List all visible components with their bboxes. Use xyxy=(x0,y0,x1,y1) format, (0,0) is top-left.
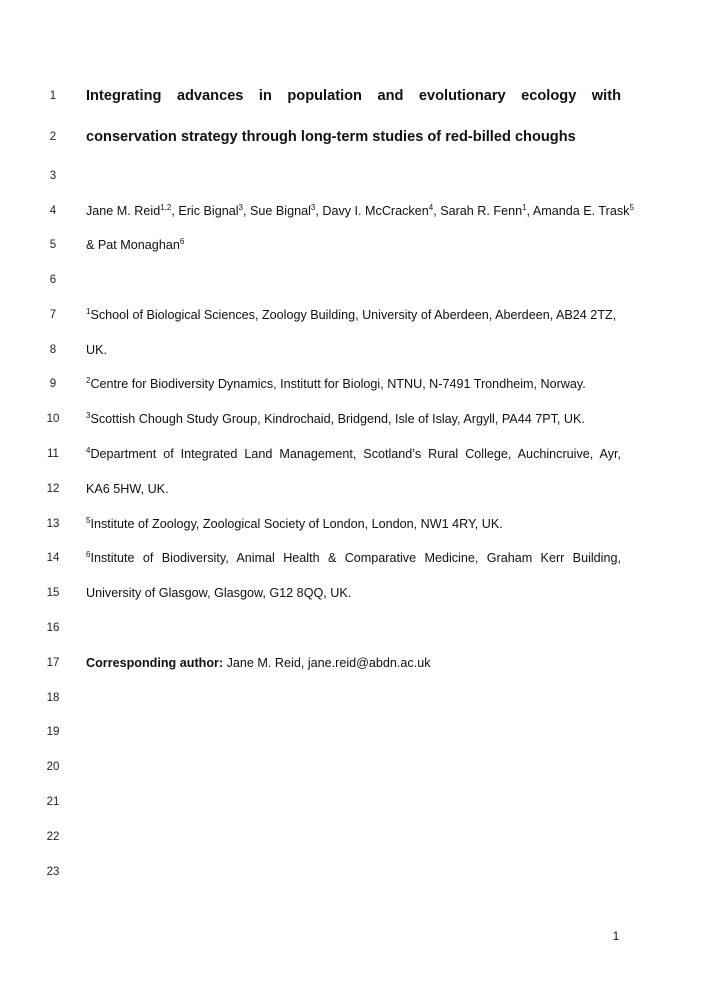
manuscript-line-10 xyxy=(0,409,707,429)
affiliation-text: Department of Integrated Land Management, Scotland’s Rural College, Auchincruive, Ayr, xyxy=(90,447,621,461)
manuscript-line-17 xyxy=(0,653,707,673)
affiliation-sup: 2 xyxy=(86,376,91,385)
manuscript-line-6 xyxy=(0,270,707,290)
affiliation-sup: 6 xyxy=(86,550,91,559)
manuscript-line-19 xyxy=(0,722,707,742)
manuscript-line-8 xyxy=(0,340,707,360)
line-number: 20 xyxy=(46,761,60,773)
affiliation-text: School of Biological Sciences, Zoology Building, University of Aberdeen, Aberdeen, AB24 2TZ, xyxy=(90,308,617,322)
author-affiliation-sup: 5 xyxy=(629,203,634,212)
author-name: Eric Bignal xyxy=(178,204,239,218)
corresponding-author-text: Jane M. Reid, jane.reid@abdn.ac.uk xyxy=(223,656,431,670)
author-affiliation-sup: 6 xyxy=(179,237,185,246)
affiliation-6 xyxy=(86,548,621,568)
line-number: 11 xyxy=(47,448,59,460)
affiliation-1 xyxy=(86,305,621,325)
affiliation-1-continued: UK. xyxy=(86,343,107,357)
manuscript-line-13 xyxy=(0,514,707,534)
affiliation-text: Centre for Biodiversity Dynamics, Institutt for Biologi, NTNU, N-7491 Trondheim, Norway. xyxy=(90,377,586,391)
line-number: 10 xyxy=(46,413,60,425)
manuscript-line-21 xyxy=(0,792,707,812)
manuscript-line-11 xyxy=(0,444,707,464)
affiliation-sup: 4 xyxy=(86,446,91,455)
affiliation-2 xyxy=(86,374,621,394)
line-number: 16 xyxy=(46,622,60,634)
author-affiliation-sup: 3 xyxy=(310,203,316,212)
line-number: 9 xyxy=(49,378,57,390)
manuscript-line-18 xyxy=(0,688,707,708)
line-number: 6 xyxy=(49,274,57,286)
line-number: 18 xyxy=(46,692,60,704)
corresponding-author xyxy=(86,653,621,673)
manuscript-line-14 xyxy=(0,548,707,568)
affiliation-3 xyxy=(86,409,621,429)
affiliation-6-continued: University of Glasgow, Glasgow, G12 8QQ, UK. xyxy=(86,586,352,600)
manuscript-line-1 xyxy=(0,86,707,106)
line-number: 7 xyxy=(49,309,57,321)
author-list-continued xyxy=(86,235,621,255)
line-number: 15 xyxy=(46,587,60,599)
affiliation-5 xyxy=(86,514,621,534)
manuscript-line-3 xyxy=(0,166,707,186)
manuscript-line-12 xyxy=(0,479,707,499)
title-line-2: conservation strategy through long-term studies of red-billed choughs xyxy=(86,129,576,145)
line-number: 8 xyxy=(49,344,57,356)
line-number: 17 xyxy=(46,657,60,669)
affiliation-4-continued: KA6 5HW, UK. xyxy=(86,482,169,496)
author-name: Davy I. McCracken xyxy=(322,204,429,218)
affiliation-4 xyxy=(86,444,621,464)
line-number: 1 xyxy=(49,90,57,102)
manuscript-line-9 xyxy=(0,374,707,394)
manuscript-line-7 xyxy=(0,305,707,325)
page-number: 1 xyxy=(612,929,620,943)
line-number: 14 xyxy=(46,552,60,564)
manuscript-line-15 xyxy=(0,583,707,603)
author-list: Jane M. Reid$^{1,2}$, Eric Bignal$^3$, Sue Bignal$^3$, Davy I. McCracken$^4$, Sarah R. Fenn$^1$, Amanda E. Trask$^5$ xyxy=(86,203,634,218)
corresponding-author-label: Corresponding author: xyxy=(86,656,224,670)
line-number: 19 xyxy=(46,726,60,738)
title-line-1: Integrating advances in population and evolutionary ecology with xyxy=(86,88,621,104)
line-number: 5 xyxy=(49,239,57,251)
affiliation-sup: 3 xyxy=(86,411,91,420)
author-connector: & xyxy=(86,238,98,252)
affiliation-sup: 1 xyxy=(86,307,91,316)
manuscript-line-2 xyxy=(0,127,707,147)
affiliation-text: Institute of Biodiversity, Animal Health & Comparative Medicine, Graham Kerr Building, xyxy=(90,551,621,565)
author-name: Amanda E. Trask xyxy=(532,204,630,218)
author-name: Sue Bignal xyxy=(249,204,311,218)
manuscript-line-22 xyxy=(0,827,707,847)
line-number: 23 xyxy=(46,866,60,878)
manuscript-line-4 xyxy=(0,201,707,221)
author-affiliation-sup: 4 xyxy=(428,203,434,212)
line-number: 2 xyxy=(49,131,57,143)
affiliation-text: Scottish Chough Study Group, Kindrochaid, Bridgend, Isle of Islay, Argyll, PA44 7PT, UK. xyxy=(90,412,585,426)
line-number: 21 xyxy=(46,796,60,808)
line-number: 22 xyxy=(46,831,60,843)
manuscript-line-23 xyxy=(0,862,707,882)
line-number: 4 xyxy=(49,205,57,217)
manuscript-line-20 xyxy=(0,757,707,777)
author-affiliation-sup: 1 xyxy=(522,203,527,212)
affiliation-text: Institute of Zoology, Zoological Society of London, London, NW1 4RY, UK. xyxy=(90,517,503,531)
affiliation-sup: 5 xyxy=(86,516,91,525)
author-affiliation-sup: 1,2 xyxy=(160,203,172,212)
line-number: 3 xyxy=(49,170,57,182)
author-name: Sarah R. Fenn xyxy=(440,204,523,218)
line-number: 13 xyxy=(46,518,60,530)
line-number: 12 xyxy=(46,483,60,495)
author-affiliation-sup: 3 xyxy=(238,203,243,212)
author-name: Jane M. Reid xyxy=(86,204,161,218)
manuscript-line-16 xyxy=(0,618,707,638)
author-name: Pat Monaghan xyxy=(97,238,180,252)
manuscript-line-5 xyxy=(0,235,707,255)
